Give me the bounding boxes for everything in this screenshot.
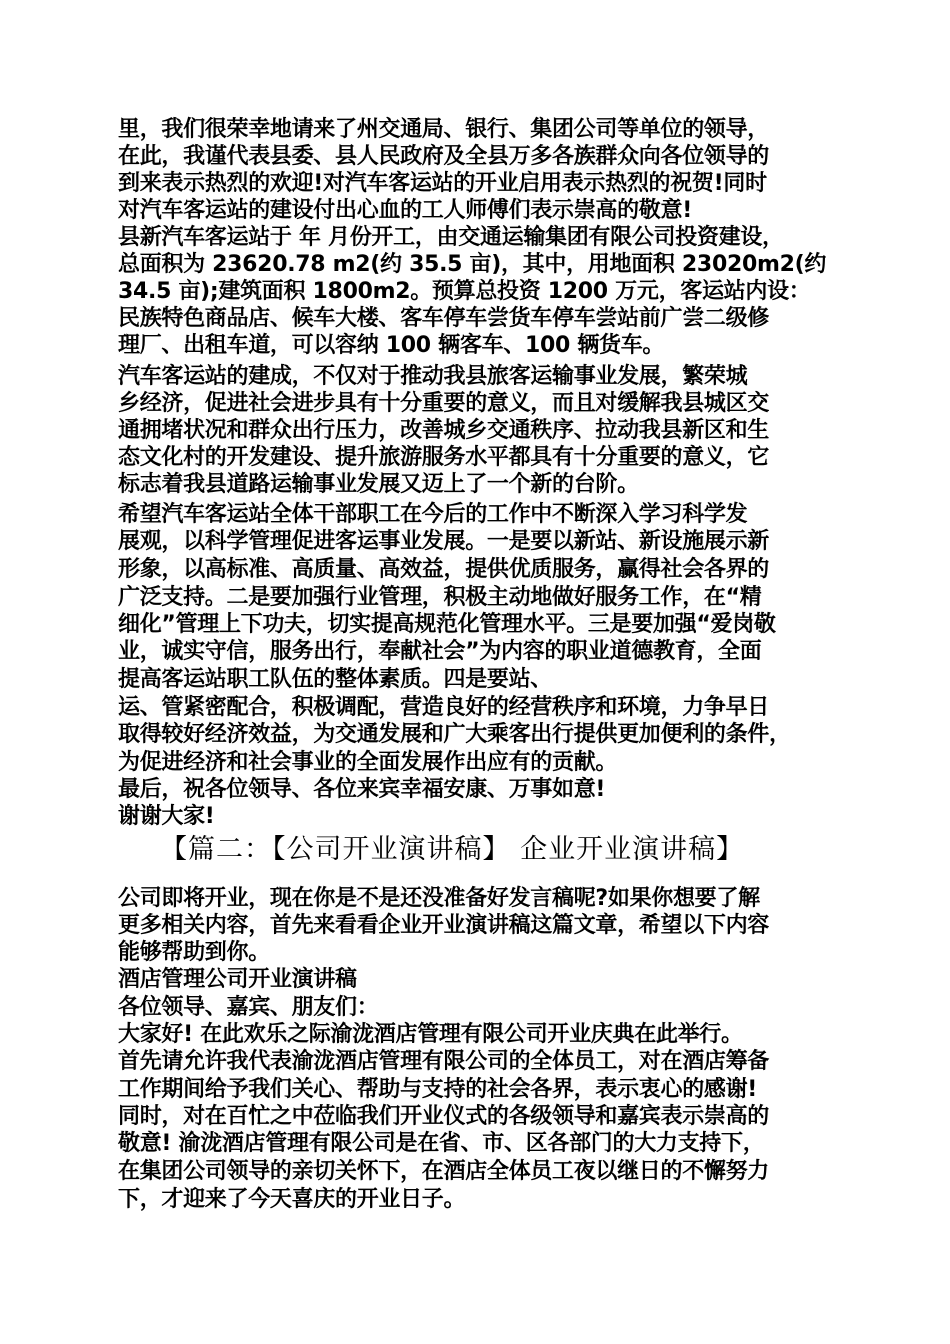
- text-line: 汽车客运站的建成，不仅对于推动我县旅客运输事业发展，繁荣城: [118, 364, 748, 389]
- text-line: 业，诚实守信，服务出行，奉献社会”为内容的职业道德教育，全面: [118, 639, 762, 664]
- text-line: 标志着我县道路运输事业发展又迈上了一个新的台阶。: [118, 472, 639, 497]
- text-line: 在集团公司领导的亲切关怀下，在酒店全体员工夜以继日的不懈努力: [118, 1159, 770, 1184]
- text-line: 各位领导、嘉宾、朋友们：: [118, 995, 379, 1020]
- text-line: 到来表示热烈的欢迎!对汽车客运站的开业启用表示热烈的祝贺!同时: [118, 171, 767, 196]
- text-line: 34.5 亩);建筑面积 1800m2。预算总投资 1200 万元，客运站内设：: [118, 279, 811, 304]
- text-line: 广泛支持。二是要加强行业管理，积极主动地做好服务工作，在“精: [118, 585, 762, 610]
- text-line: 敬意! 渝泷酒店管理有限公司是在省、市、区各部门的大力支持下，: [118, 1131, 765, 1156]
- text-line: 对汽车客运站的建设付出心血的工人师傅们表示崇高的敬意!: [118, 198, 692, 223]
- text-line: 首先请允许我代表渝泷酒店管理有限公司的全体员工，对在酒店筹备: [118, 1049, 770, 1074]
- text-line: 细化”管理上下功夫，切实提高规范化管理水平。三是要加强“爱岗敬: [118, 612, 776, 637]
- text-line: 乡经济，促进社会进步具有十分重要的意义，而且对缓解我县城区交: [118, 391, 770, 416]
- text-line: 希望汽车客运站全体干部职工在今后的工作中不断深入学习科学发: [118, 502, 748, 527]
- text-line: 展观，以科学管理促进客运事业发展。一是要以新站、新设施展示新: [118, 529, 770, 554]
- text-line: 更多相关内容，首先来看看企业开业演讲稿这篇文章，希望以下内容: [118, 913, 770, 938]
- text-line: 酒店管理公司开业演讲稿: [118, 967, 357, 992]
- text-line: 民族特色商品店、候车大楼、客车停车尝货车停车尝站前广尝二级修: [118, 306, 770, 331]
- text-line: 态文化村的开发建设、提升旅游服务水平都具有十分重要的意义，它: [118, 445, 770, 470]
- section-heading: 【篇二：【公司开业演讲稿】 企业开业演讲稿】: [160, 834, 745, 865]
- text-line: 工作期间给予我们关心、帮助与支持的社会各界，表示衷心的感谢!: [118, 1077, 758, 1102]
- text-line: 通拥堵状况和群众出行压力，改善城乡交通秩序、拉动我县新区和生: [118, 418, 770, 443]
- text-line: 为促进经济和社会事业的全面发展作出应有的贡献。: [118, 750, 618, 775]
- text-line: 下，才迎来了今天喜庆的开业日子。: [118, 1187, 466, 1212]
- text-line: 最后，祝各位领导、各位来宾幸福安康、万事如意!: [118, 777, 606, 802]
- text-line: 公司即将开业，现在你是不是还没准备好发言稿呢?如果你想要了解: [118, 886, 760, 911]
- text-line: 县新汽车客运站于 年 月份开工，由交通运输集团有限公司投资建设，: [118, 225, 784, 250]
- text-line: 运、管紧密配合，积极调配，营造良好的经营秩序和环境，力争早日: [118, 695, 770, 720]
- text-line: 同时，对在百忙之中莅临我们开业仪式的各级领导和嘉宾表示崇高的: [118, 1104, 770, 1129]
- text-line: 谢谢大家!: [118, 804, 215, 829]
- text-line: 形象，以高标准、高质量、高效益，提供优质服务，赢得社会各界的: [118, 557, 770, 582]
- text-line: 取得较好经济效益，为交通发展和广大乘客出行提供更加便利的条件，: [118, 722, 791, 747]
- text-line: 大家好! 在此欢乐之际渝泷酒店管理有限公司开业庆典在此举行。: [118, 1022, 743, 1047]
- text-line: 能够帮助到你。: [118, 940, 270, 965]
- text-line: 提高客运站职工队伍的整体素质。四是要站、: [118, 667, 553, 692]
- text-line: 在此，我谨代表县委、县人民政府及全县万多各族群众向各位领导的: [118, 144, 770, 169]
- text-line: 理厂、出租车道，可以容纳 100 辆客车、100 辆货车。: [118, 333, 665, 358]
- text-line: 总面积为 23620.78 m2(约 35.5 亩)，其中，用地面积 23020m2(约: [118, 252, 827, 277]
- text-line: 里，我们很荣幸地请来了州交通局、银行、集团公司等单位的领导，: [118, 117, 770, 142]
